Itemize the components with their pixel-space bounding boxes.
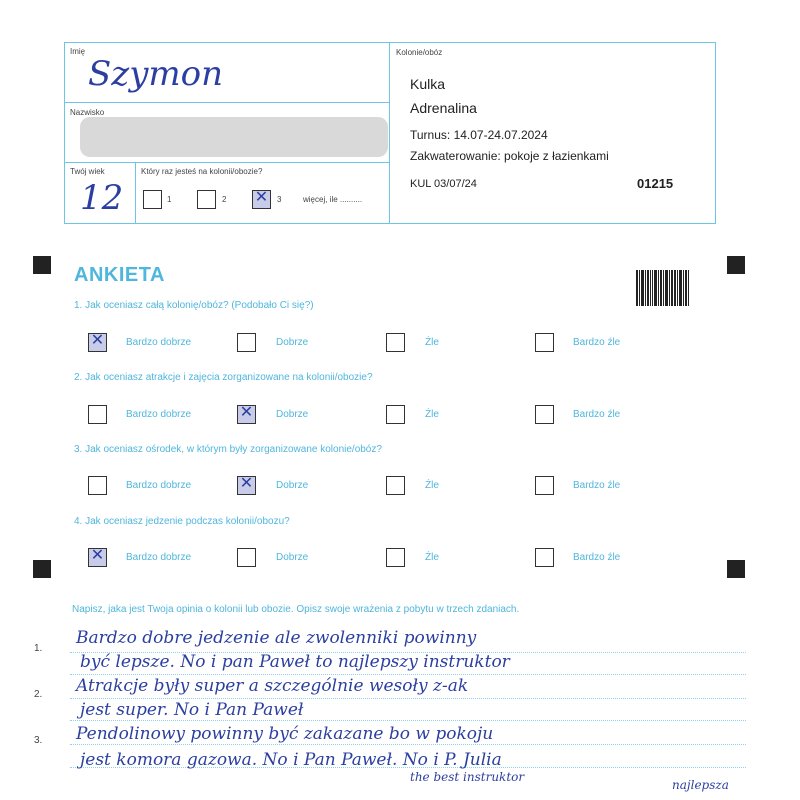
- registration-marker-br: [727, 560, 745, 578]
- opinion-line-1: Bardzo dobre jedzenie ale zwolenniki powinny: [76, 628, 477, 648]
- form-number: 01215: [637, 176, 674, 191]
- checkmark-icon: ✕: [90, 332, 105, 349]
- opinion-number-1: 1.: [34, 643, 43, 654]
- ktory-raz-box-3[interactable]: [252, 190, 271, 209]
- camp-code: KUL 03/07/24: [410, 178, 477, 190]
- checkmark-icon: ✕: [90, 547, 105, 564]
- registration-marker-tr: [727, 256, 745, 274]
- q4-box-bardzo-dobrze[interactable]: [88, 548, 107, 567]
- q3-box-bardzo-dobrze[interactable]: [88, 476, 107, 495]
- q2-option-bardzo-dobrze: Bardzo dobrze: [126, 409, 192, 420]
- question-2: 2. Jak oceniasz atrakcje i zajęcia zorganizowane na kolonii/obozie?: [74, 372, 373, 383]
- opinion-extra-2: najlepsza: [672, 778, 729, 792]
- q2-option-bardzo-zle: Bardzo źle: [573, 409, 621, 420]
- zakwaterowanie: Zakwaterowanie: pokoje z łazienkami: [410, 149, 609, 163]
- q1-option-dobrze: Dobrze: [276, 337, 309, 348]
- wiek-label: Twój wiek: [70, 167, 105, 176]
- checkmark-icon: ✕: [254, 189, 269, 206]
- header-divider-1: [64, 102, 389, 103]
- opinion-number-3: 3.: [34, 735, 43, 746]
- ktory-raz-box-2[interactable]: [197, 190, 216, 209]
- barcode-icon: [636, 270, 692, 306]
- ruled-line-2: [70, 674, 746, 675]
- q4-option-bardzo-zle: Bardzo źle: [573, 552, 621, 563]
- registration-marker-tl: [33, 256, 51, 274]
- q1-box-bardzo-dobrze[interactable]: [88, 333, 107, 352]
- opinion-extra-1: the best instruktor: [410, 770, 525, 784]
- q1-option-bardzo-dobrze: Bardzo dobrze: [126, 337, 192, 348]
- q3-box-zle[interactable]: [386, 476, 405, 495]
- opinion-line-5: Pendolinowy powinny być zakazane bo w pokoju: [76, 724, 494, 744]
- q1-option-zle: Źle: [425, 337, 439, 348]
- imie-label: Imię: [70, 47, 86, 56]
- ktory-raz-option-1: 1: [167, 195, 172, 204]
- q1-box-zle[interactable]: [386, 333, 405, 352]
- q3-box-dobrze[interactable]: [237, 476, 256, 495]
- q2-box-zle[interactable]: [386, 405, 405, 424]
- ktory-raz-label: Który raz jesteś na kolonii/obozie?: [141, 167, 263, 176]
- q2-option-dobrze: Dobrze: [276, 409, 309, 420]
- q4-option-dobrze: Dobrze: [276, 552, 309, 563]
- header-divider-vertical: [389, 42, 390, 224]
- q1-box-dobrze[interactable]: [237, 333, 256, 352]
- q4-box-zle[interactable]: [386, 548, 405, 567]
- checkmark-icon: ✕: [239, 475, 254, 492]
- opinion-line-6: jest komora gazowa. No i Pan Paweł. No i P. Julia: [80, 750, 502, 770]
- opinion-number-2: 2.: [34, 689, 43, 700]
- wiek-value: 12: [80, 178, 124, 218]
- q4-box-dobrze[interactable]: [237, 548, 256, 567]
- redaction-block: [80, 117, 388, 157]
- q2-box-dobrze[interactable]: [237, 405, 256, 424]
- question-3: 3. Jak oceniasz ośrodek, w którym były zorganizowane kolonie/obóz?: [74, 444, 382, 455]
- q4-option-bardzo-dobrze: Bardzo dobrze: [126, 552, 192, 563]
- q4-option-zle: Źle: [425, 552, 439, 563]
- q3-option-bardzo-dobrze: Bardzo dobrze: [126, 480, 192, 491]
- camp-type: Adrenalina: [410, 100, 477, 116]
- question-1: 1. Jak oceniasz całą kolonię/obóz? (Podobało Ci się?): [74, 300, 314, 311]
- ktory-raz-box-1[interactable]: [143, 190, 162, 209]
- q1-box-bardzo-zle[interactable]: [535, 333, 554, 352]
- q3-option-zle: Źle: [425, 480, 439, 491]
- registration-marker-bl: [33, 560, 51, 578]
- q2-option-zle: Źle: [425, 409, 439, 420]
- opinion-line-3: Atrakcje były super a szczególnie wesoły z-ak: [76, 676, 469, 696]
- kolonie-label: Kolonie/obóz: [396, 48, 443, 57]
- q3-box-bardzo-zle[interactable]: [535, 476, 554, 495]
- header-divider-2: [64, 162, 389, 163]
- q4-box-bardzo-zle[interactable]: [535, 548, 554, 567]
- checkmark-icon: ✕: [239, 404, 254, 421]
- header-divider-3: [135, 162, 136, 224]
- opinion-line-4: jest super. No i Pan Paweł: [80, 700, 304, 720]
- survey-title: ANKIETA: [74, 264, 165, 286]
- opinion-prompt: Napisz, jaka jest Twoja opinia o kolonii lub obozie. Opisz swoje wrażenia z pobytu w trzech zdaniach.: [72, 604, 520, 615]
- ruled-line-5: [70, 744, 746, 745]
- ktory-raz-option-3: 3: [277, 195, 282, 204]
- wiecej-label: więcej, ile ..........: [303, 195, 363, 204]
- camp-name: Kulka: [410, 76, 446, 92]
- ruled-line-4: [70, 720, 746, 721]
- q3-option-bardzo-zle: Bardzo źle: [573, 480, 621, 491]
- q3-option-dobrze: Dobrze: [276, 480, 309, 491]
- ruled-line-3: [70, 698, 746, 699]
- q1-option-bardzo-zle: Bardzo źle: [573, 337, 621, 348]
- nazwisko-label: Nazwisko: [70, 108, 105, 117]
- q2-box-bardzo-dobrze[interactable]: [88, 405, 107, 424]
- ktory-raz-option-2: 2: [222, 195, 227, 204]
- question-4: 4. Jak oceniasz jedzenie podczas kolonii/obozu?: [74, 516, 290, 527]
- q2-box-bardzo-zle[interactable]: [535, 405, 554, 424]
- imie-value: Szymon: [88, 54, 224, 94]
- turnus: Turnus: 14.07-24.07.2024: [410, 128, 548, 142]
- opinion-line-2: być lepsze. No i pan Paweł to najlepszy instruktor: [80, 652, 510, 672]
